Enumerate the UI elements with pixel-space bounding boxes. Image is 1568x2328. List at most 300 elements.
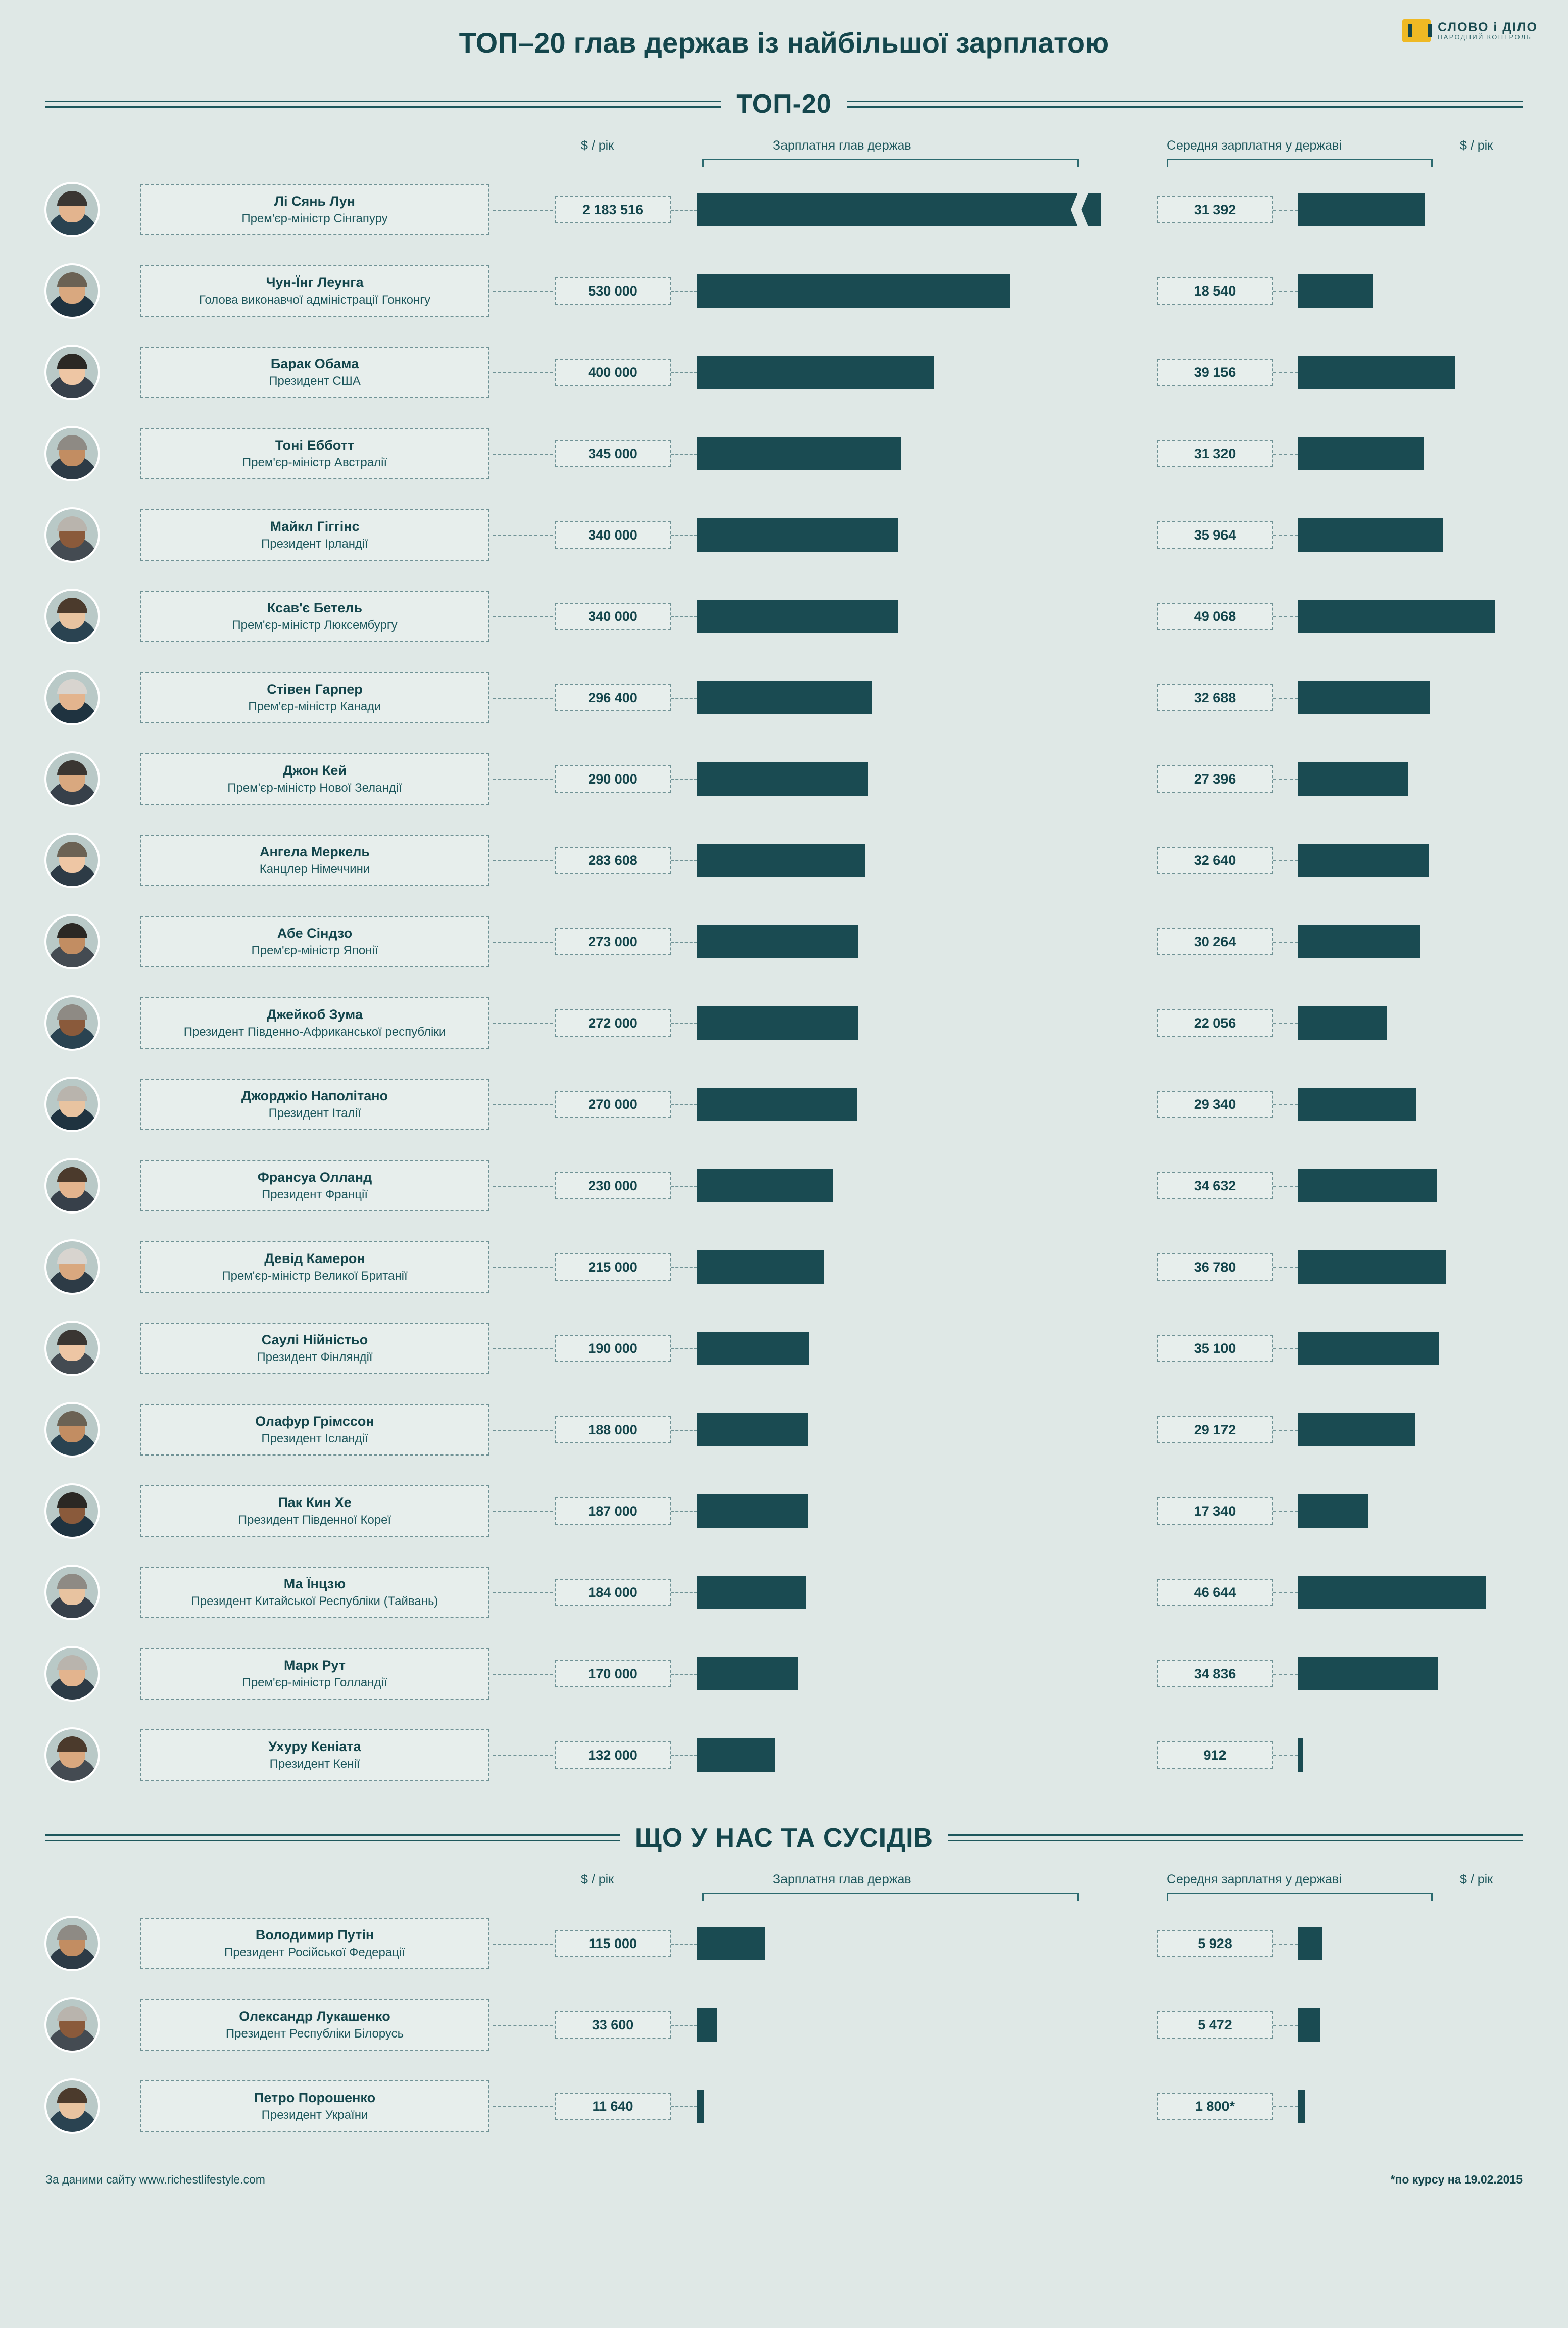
leader-line	[493, 942, 553, 943]
person-title: Президент Італії	[268, 1106, 361, 1121]
salary-value: 345 000	[555, 440, 671, 467]
salary-connector	[671, 860, 697, 861]
person-title: Прем'єр-міністр Нової Зеландії	[227, 781, 402, 795]
person-name-box	[140, 916, 489, 967]
salary-bar	[697, 844, 865, 877]
person-name-box	[140, 265, 489, 317]
avatar	[44, 2078, 100, 2134]
average-connector	[1273, 1511, 1298, 1512]
salary-value: 115 000	[555, 1930, 671, 1957]
average-salary-bar	[1298, 356, 1455, 389]
person-name-box	[140, 591, 489, 642]
page-title: ТОП–20 глав держав із найбільшої зарплатою	[459, 27, 1109, 59]
salary-bar	[697, 1494, 808, 1528]
average-connector	[1273, 1023, 1298, 1024]
person-name-box	[140, 2080, 489, 2132]
salary-value: 184 000	[555, 1579, 671, 1606]
person-name: Марк Рут	[284, 1657, 346, 1673]
rule-right-2	[948, 1834, 1523, 1841]
person-name: Девід Камерон	[264, 1250, 365, 1266]
table-row	[0, 1551, 1568, 1633]
average-connector	[1273, 1592, 1298, 1593]
avatar	[44, 995, 100, 1051]
person-name: Джон Кей	[282, 762, 347, 778]
salary-value: 273 000	[555, 928, 671, 955]
salary-connector	[671, 291, 697, 292]
salary-value: 270 000	[555, 1091, 671, 1118]
avatar	[44, 1565, 100, 1620]
table-row	[0, 1633, 1568, 1714]
salary-connector	[671, 1592, 697, 1593]
average-salary-value: 1 800*	[1157, 2093, 1273, 2120]
rows-neighbours	[0, 1903, 1568, 2147]
leader-line	[493, 1755, 553, 1756]
average-salary-value: 34 632	[1157, 1172, 1273, 1199]
salary-bar	[697, 681, 872, 714]
leader-line	[493, 535, 553, 536]
salary-connector	[671, 1674, 697, 1675]
table-row	[0, 1470, 1568, 1551]
table-row	[0, 901, 1568, 982]
salary-connector	[671, 698, 697, 699]
salary-bar	[697, 1927, 765, 1960]
salary-bar	[697, 193, 1101, 226]
rule-left-2	[45, 1834, 620, 1841]
person-name: Барак Обама	[270, 356, 359, 371]
salary-bar	[697, 1576, 806, 1609]
average-salary-bar	[1298, 1088, 1416, 1121]
person-name-box	[140, 672, 489, 723]
rule-left	[45, 101, 721, 108]
average-salary-value: 49 068	[1157, 603, 1273, 630]
person-name: Ксав'є Бетель	[267, 600, 362, 615]
section-title-neighbours	[0, 1823, 1568, 1853]
person-name-box	[140, 1241, 489, 1293]
avatar	[44, 1997, 100, 2053]
leader-line	[493, 616, 553, 617]
average-salary-value: 34 836	[1157, 1660, 1273, 1687]
average-connector	[1273, 210, 1298, 211]
salary-connector	[671, 1267, 697, 1268]
average-salary-value: 17 340	[1157, 1497, 1273, 1525]
salary-connector	[671, 2025, 697, 2026]
average-connector	[1273, 1186, 1298, 1187]
person-title: Президент Ірландії	[261, 537, 368, 551]
average-salary-bar	[1298, 1657, 1438, 1690]
average-salary-value: 18 540	[1157, 277, 1273, 305]
leader-line	[493, 779, 553, 780]
person-name-box	[140, 1485, 489, 1537]
salary-value: 400 000	[555, 359, 671, 386]
person-title: Прем'єр-міністр Австралії	[242, 456, 387, 470]
leader-line	[493, 698, 553, 699]
person-name-box	[140, 753, 489, 805]
leader-line	[493, 1186, 553, 1187]
leader-line	[493, 454, 553, 455]
average-connector	[1273, 779, 1298, 780]
salary-bar	[697, 1332, 809, 1365]
table-row	[0, 1307, 1568, 1389]
average-connector	[1273, 1348, 1298, 1349]
average-connector	[1273, 372, 1298, 373]
average-connector	[1273, 1944, 1298, 1945]
person-title: Президент Ісландії	[261, 1432, 368, 1446]
col-header-average-2: Середня зарплатня у державі	[1167, 1872, 1342, 1886]
salary-connector	[671, 779, 697, 780]
average-salary-bar	[1298, 844, 1429, 877]
leader-line	[493, 372, 553, 373]
average-salary-value: 5 472	[1157, 2011, 1273, 2039]
average-connector	[1273, 454, 1298, 455]
average-salary-value: 912	[1157, 1741, 1273, 1769]
average-salary-value: 32 640	[1157, 847, 1273, 874]
average-salary-value: 29 172	[1157, 1416, 1273, 1443]
brand-logo	[1402, 19, 1538, 42]
salary-connector	[671, 1023, 697, 1024]
person-title: Президент Республіки Білорусь	[225, 2027, 404, 2041]
average-salary-value: 31 320	[1157, 440, 1273, 467]
col-header-salary-2: Зарплатня глав держав	[773, 1872, 911, 1886]
person-title: Президент Кенії	[269, 1757, 360, 1771]
average-salary-bar	[1298, 1738, 1303, 1772]
person-name: Лі Сянь Лун	[274, 193, 355, 209]
average-salary-value: 36 780	[1157, 1253, 1273, 1281]
average-connector	[1273, 1430, 1298, 1431]
average-salary-value: 30 264	[1157, 928, 1273, 955]
person-name: Ангела Меркель	[259, 844, 370, 859]
table-row	[0, 819, 1568, 901]
section-title-label-2: ЩО У НАС ТА СУСІДІВ	[634, 1823, 934, 1853]
person-name-box	[140, 1729, 489, 1781]
salary-value: 530 000	[555, 277, 671, 305]
average-connector	[1273, 1267, 1298, 1268]
person-name-box	[140, 1079, 489, 1130]
col-header-dollar-right: $ / рік	[1460, 138, 1493, 153]
footer	[0, 2160, 1568, 2210]
column-headers-top20	[0, 138, 1568, 162]
avatar	[44, 1239, 100, 1295]
average-connector	[1273, 291, 1298, 292]
average-salary-value: 35 100	[1157, 1335, 1273, 1362]
table-row	[0, 657, 1568, 738]
average-salary-bar	[1298, 1927, 1322, 1960]
person-title: Президент України	[261, 2108, 368, 2122]
table-row	[0, 575, 1568, 657]
person-name: Чун-Їнг Леунга	[266, 274, 364, 290]
average-connector	[1273, 1104, 1298, 1105]
rule-right	[847, 101, 1523, 108]
person-title: Президент Франції	[261, 1188, 368, 1202]
salary-value: 296 400	[555, 684, 671, 711]
section-title-top20	[0, 89, 1568, 119]
leader-line	[493, 1348, 553, 1349]
person-title: Прем'єр-міністр Люксембургу	[232, 618, 398, 633]
average-salary-value: 29 340	[1157, 1091, 1273, 1118]
salary-bar	[697, 274, 1010, 308]
salary-value: 33 600	[555, 2011, 671, 2039]
salary-value: 187 000	[555, 1497, 671, 1525]
salary-connector	[671, 210, 697, 211]
avatar	[44, 345, 100, 400]
leader-line	[493, 1023, 553, 1024]
table-row	[0, 250, 1568, 331]
avatar	[44, 670, 100, 725]
table-row	[0, 2065, 1568, 2147]
person-title: Президент Фінляндії	[257, 1350, 373, 1365]
person-name: Стівен Гарпер	[267, 681, 363, 697]
avatar	[44, 1158, 100, 1214]
person-title: Президент Південно-Африканської республіки	[183, 1025, 446, 1039]
person-name: Олександр Лукашенко	[239, 2008, 390, 2024]
salary-connector	[671, 1186, 697, 1187]
person-name: Пак Кин Хе	[278, 1494, 352, 1510]
leader-line	[493, 860, 553, 861]
table-row	[0, 331, 1568, 413]
person-name: Джейкоб Зума	[267, 1006, 363, 1022]
salary-connector	[671, 1944, 697, 1945]
average-salary-bar	[1298, 518, 1443, 552]
bracket-average-2	[1167, 1893, 1433, 1901]
average-salary-value: 27 396	[1157, 765, 1273, 793]
table-row	[0, 413, 1568, 494]
person-name-box	[140, 1567, 489, 1618]
person-name: Петро Порошенко	[254, 2090, 376, 2105]
person-title: Президент США	[269, 374, 361, 389]
table-row	[0, 738, 1568, 819]
average-salary-value: 39 156	[1157, 359, 1273, 386]
average-connector	[1273, 942, 1298, 943]
person-name-box	[140, 347, 489, 398]
salary-connector	[671, 372, 697, 373]
salary-connector	[671, 616, 697, 617]
avatar	[44, 1483, 100, 1539]
rows-top20	[0, 169, 1568, 1796]
average-connector	[1273, 2025, 1298, 2026]
bracket-salary-2	[702, 1893, 1079, 1901]
salary-bar	[697, 356, 934, 389]
table-row	[0, 1226, 1568, 1307]
avatar	[44, 426, 100, 481]
logo-subtitle: НАРОДНИЙ КОНТРОЛЬ	[1438, 33, 1532, 41]
salary-bar	[697, 1738, 775, 1772]
salary-bar	[697, 1006, 858, 1040]
salary-bar	[697, 2090, 704, 2123]
col-header-dollar-left-2: $ / рік	[581, 1872, 614, 1886]
avatar	[44, 1727, 100, 1783]
col-header-salary: Зарплатня глав держав	[773, 138, 911, 153]
person-name-box	[140, 997, 489, 1049]
section-title-label: ТОП-20	[736, 89, 832, 119]
person-name-box	[140, 509, 489, 561]
salary-connector	[671, 1430, 697, 1431]
average-salary-value: 31 392	[1157, 196, 1273, 223]
average-salary-bar	[1298, 2090, 1305, 2123]
person-title: Президент Китайської Республіки (Тайвань)	[191, 1594, 438, 1609]
avatar	[44, 1077, 100, 1132]
average-salary-bar	[1298, 1250, 1446, 1284]
avatar	[44, 507, 100, 563]
average-salary-bar	[1298, 1413, 1415, 1446]
person-title: Президент Російської Федерації	[224, 1946, 405, 1960]
average-salary-bar	[1298, 600, 1495, 633]
average-salary-value: 46 644	[1157, 1579, 1273, 1606]
person-name-box	[140, 1160, 489, 1211]
salary-value: 290 000	[555, 765, 671, 793]
average-salary-bar	[1298, 193, 1425, 226]
bracket-average	[1167, 159, 1433, 167]
average-salary-bar	[1298, 2008, 1320, 2042]
avatar	[44, 1402, 100, 1458]
person-name: Володимир Путін	[255, 1927, 374, 1943]
person-name: Франсуа Олланд	[257, 1169, 372, 1185]
person-title: Прем'єр-міністр Голландії	[242, 1676, 387, 1690]
person-name-box	[140, 1648, 489, 1700]
average-salary-bar	[1298, 274, 1373, 308]
salary-connector	[671, 454, 697, 455]
salary-value: 2 183 516	[555, 196, 671, 223]
person-name: Майкл Гіггінс	[270, 518, 360, 534]
leader-line	[493, 291, 553, 292]
salary-bar	[697, 925, 858, 958]
person-name: Ухуру Кеніата	[268, 1738, 361, 1754]
average-salary-bar	[1298, 1169, 1437, 1202]
person-name-box	[140, 1404, 489, 1456]
person-name-box	[140, 1918, 489, 1969]
average-salary-bar	[1298, 1006, 1387, 1040]
table-row	[0, 982, 1568, 1063]
average-salary-value: 32 688	[1157, 684, 1273, 711]
avatar	[44, 751, 100, 807]
average-connector	[1273, 1674, 1298, 1675]
average-salary-bar	[1298, 925, 1420, 958]
avatar	[44, 1646, 100, 1702]
person-name: Ма Їнцзю	[283, 1576, 346, 1591]
person-name: Тоні Ебботт	[275, 437, 355, 453]
person-title: Канцлер Німеччини	[259, 862, 370, 877]
leader-line	[493, 2106, 553, 2107]
table-row	[0, 1714, 1568, 1796]
person-name-box	[140, 1323, 489, 1374]
salary-value: 230 000	[555, 1172, 671, 1199]
leader-line	[493, 1430, 553, 1431]
average-connector	[1273, 860, 1298, 861]
salary-bar	[697, 1169, 833, 1202]
salary-connector	[671, 2106, 697, 2107]
bracket-salary	[702, 159, 1079, 167]
salary-bar	[697, 2008, 717, 2042]
average-salary-bar	[1298, 1494, 1368, 1528]
salary-value: 215 000	[555, 1253, 671, 1281]
logo-icon	[1402, 19, 1431, 42]
avatar	[44, 1916, 100, 1971]
salary-value: 283 608	[555, 847, 671, 874]
salary-value: 170 000	[555, 1660, 671, 1687]
person-name-box	[140, 184, 489, 235]
person-title: Прем'єр-міністр Японії	[251, 944, 378, 958]
footer-note: *по курсу на 19.02.2015	[1390, 2173, 1523, 2186]
avatar	[44, 833, 100, 888]
col-header-dollar-right-2: $ / рік	[1460, 1872, 1493, 1886]
leader-line	[493, 1267, 553, 1268]
average-connector	[1273, 1755, 1298, 1756]
avatar	[44, 182, 100, 237]
person-name: Саулі Нійністьо	[261, 1332, 368, 1347]
footer-source: За даними сайту www.richestlifestyle.com	[45, 2173, 265, 2186]
avatar	[44, 914, 100, 969]
leader-line	[493, 1944, 553, 1945]
salary-bar	[697, 1250, 824, 1284]
person-title: Президент Південної Кореї	[238, 1513, 391, 1527]
salary-value: 11 640	[555, 2093, 671, 2120]
average-salary-bar	[1298, 1332, 1439, 1365]
salary-value: 188 000	[555, 1416, 671, 1443]
average-salary-value: 35 964	[1157, 521, 1273, 549]
salary-bar	[697, 1088, 857, 1121]
person-name-box	[140, 1999, 489, 2051]
average-connector	[1273, 2106, 1298, 2107]
person-name: Абе Сіндзо	[277, 925, 353, 941]
salary-connector	[671, 942, 697, 943]
person-title: Прем'єр-міністр Великої Британії	[222, 1269, 408, 1283]
table-row	[0, 1984, 1568, 2065]
average-connector	[1273, 698, 1298, 699]
average-salary-bar	[1298, 681, 1430, 714]
table-row	[0, 1389, 1568, 1470]
person-title: Прем'єр-міністр Канади	[248, 700, 381, 714]
salary-bar	[697, 762, 868, 796]
average-salary-bar	[1298, 1576, 1486, 1609]
average-salary-value: 22 056	[1157, 1009, 1273, 1037]
salary-connector	[671, 1348, 697, 1349]
leader-line	[493, 210, 553, 211]
table-row	[0, 1145, 1568, 1226]
col-header-average: Середня зарплатня у державі	[1167, 138, 1342, 153]
table-row	[0, 1903, 1568, 1984]
leader-line	[493, 1511, 553, 1512]
salary-value: 340 000	[555, 603, 671, 630]
average-salary-value: 5 928	[1157, 1930, 1273, 1957]
salary-connector	[671, 535, 697, 536]
table-row	[0, 1063, 1568, 1145]
salary-bar	[697, 1657, 798, 1690]
salary-bar	[697, 437, 901, 470]
salary-connector	[671, 1755, 697, 1756]
column-headers-neighbours	[0, 1872, 1568, 1896]
salary-value: 340 000	[555, 521, 671, 549]
table-row	[0, 169, 1568, 250]
person-title: Голова виконавчої адміністрації Гонконгу	[199, 293, 431, 307]
leader-line	[493, 1104, 553, 1105]
col-header-dollar-left: $ / рік	[581, 138, 614, 153]
salary-bar	[697, 518, 898, 552]
person-name: Джорджіо Наполітано	[241, 1088, 388, 1103]
table-row	[0, 494, 1568, 575]
person-name-box	[140, 428, 489, 479]
leader-line	[493, 1592, 553, 1593]
salary-value: 190 000	[555, 1335, 671, 1362]
salary-connector	[671, 1511, 697, 1512]
average-connector	[1273, 616, 1298, 617]
leader-line	[493, 1674, 553, 1675]
avatar	[44, 1321, 100, 1376]
person-name-box	[140, 835, 489, 886]
logo-title: СЛОВО і ДІЛО	[1438, 20, 1538, 35]
salary-value: 132 000	[555, 1741, 671, 1769]
average-salary-bar	[1298, 762, 1408, 796]
leader-line	[493, 2025, 553, 2026]
avatar	[44, 263, 100, 319]
header	[0, 0, 1568, 76]
